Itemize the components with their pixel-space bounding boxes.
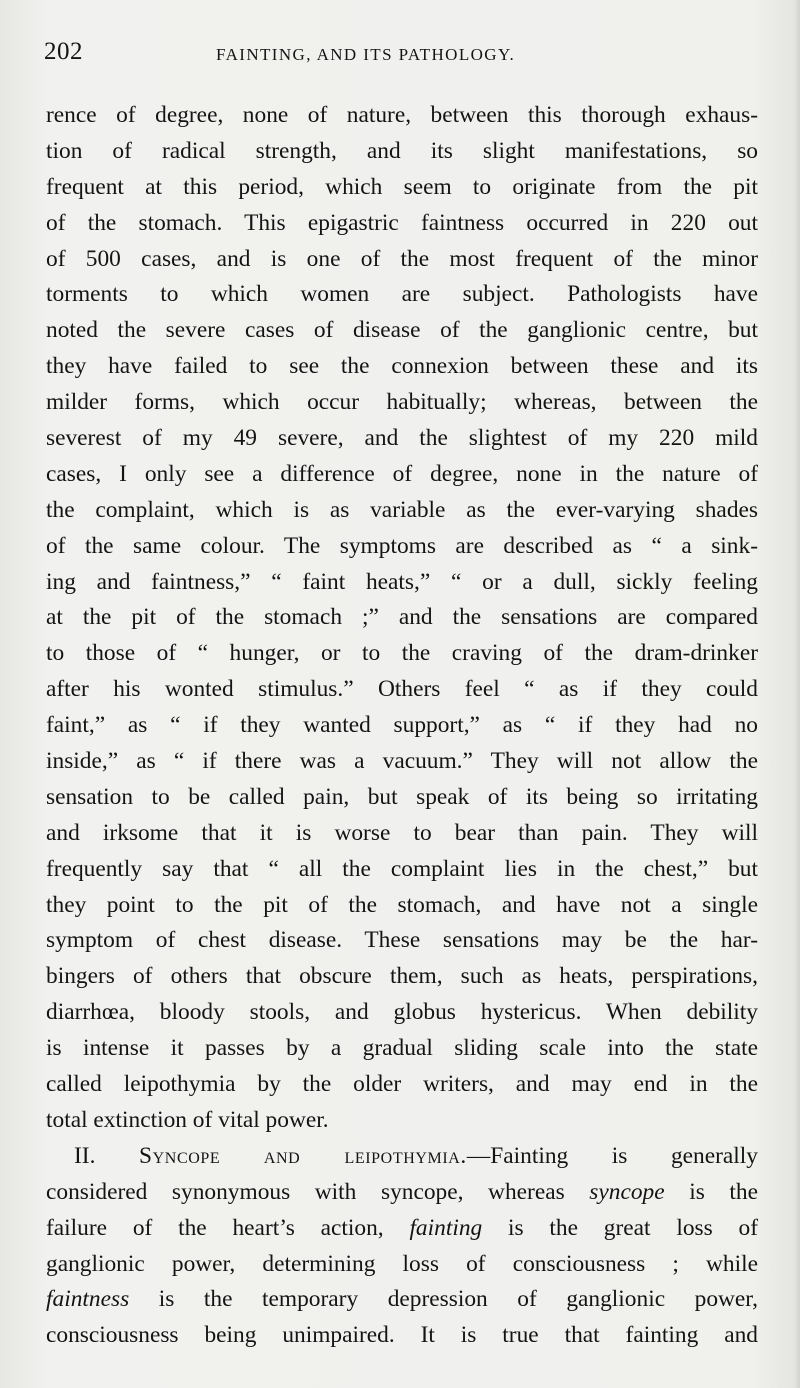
text-run: is the — [664, 1178, 758, 1205]
text-line: ganglionic power, determining loss of consciousness ; while — [46, 1250, 758, 1277]
text-line — [46, 1282, 758, 1318]
text-line: they have failed to see the connexion between these and its — [46, 353, 758, 380]
section-title-rest: and leipothymia. — [263, 1142, 467, 1169]
section-line1-rest: —Fainting is generally — [466, 1142, 758, 1169]
text-line: to those of “ hunger, or to the craving of the dram-drinker — [46, 640, 758, 667]
text-run: is the great loss of — [482, 1214, 759, 1241]
italic-term: faintness — [46, 1286, 130, 1313]
text-line: at the pit of the stomach ;” and the sensations are compared — [46, 604, 758, 631]
text-line: symptom of chest disease. These sensations may be the har- — [46, 927, 758, 954]
text-line: rence of degree, none of nature, between this thorough exhaus- — [46, 102, 758, 128]
text-line: cases, I only see a difference of degree, none in the nature of — [46, 460, 758, 487]
text-line: the complaint, which is as variable as the ever-varying shades — [46, 496, 758, 523]
section-title-syncope: Syncope — [139, 1142, 221, 1169]
text-line: bingers of others that obscure them, such as heats, perspirations, — [46, 963, 758, 990]
section-numeral: II. — [74, 1142, 96, 1169]
text-run: considered synonymous with syncope, whereas — [46, 1178, 590, 1205]
italic-term: fainting — [409, 1214, 483, 1241]
text-line: they point to the pit of the stomach, and have not a single — [46, 891, 758, 918]
text-line: of the same colour. The symptoms are described as “ a sink- — [46, 532, 758, 559]
text-line: faint,” as “ if they wanted support,” as “ if they had no — [46, 712, 758, 739]
text-run: is the temporary depression of ganglionic power, — [129, 1286, 758, 1313]
section-heading-line — [46, 1139, 758, 1175]
text-line — [46, 1211, 758, 1247]
text-line — [46, 1175, 758, 1211]
text-line: called leipothymia by the older writers, and may end in the — [46, 1071, 758, 1098]
text-line: is intense it passes by a gradual sliding scale into the state — [46, 1035, 758, 1062]
text-line: severest of my 49 severe, and the slightest of my 220 mild — [46, 425, 758, 452]
text-line: torments to which women are subject. Pathologists have — [46, 281, 758, 308]
text-line: inside,” as “ if there was a vacuum.” They will not allow the — [46, 748, 758, 775]
text-line: of 500 cases, and is one of the most frequent of the minor — [46, 245, 758, 272]
running-head: FAINTING, AND ITS PATHOLOGY. — [216, 45, 516, 64]
italic-term: syncope — [589, 1178, 665, 1205]
text-line: noted the severe cases of disease of the ganglionic centre, but — [46, 317, 758, 344]
text-line: after his wonted stimulus.” Others feel “ as if they could — [46, 676, 758, 703]
text-line: and irksome that it is worse to bear than pain. They will — [46, 819, 758, 846]
text-line: milder forms, which occur habitually; whereas, between the — [46, 389, 758, 416]
body-text — [46, 98, 758, 1354]
text-line: ing and faintness,” “ faint heats,” “ or a dull, sickly feeling — [46, 568, 758, 595]
text-line: frequently say that “ all the complaint lies in the chest,” but — [46, 855, 758, 882]
text-line: total extinction of vital power. — [46, 1106, 329, 1133]
page-header — [44, 38, 756, 80]
text-line: diarrhœa, bloody stools, and globus hystericus. When debility — [46, 999, 758, 1026]
text-line: tion of radical strength, and its slight manifestations, so — [46, 137, 758, 164]
text-run: failure of the heart’s action, — [46, 1214, 410, 1241]
text-line: consciousness being unimpaired. It is true that fainting and — [46, 1322, 758, 1349]
text-line: of the stomach. This epigastric faintness occurred in 220 out — [46, 209, 758, 236]
page-edge-shadow — [794, 0, 800, 1388]
page-number: 202 — [44, 38, 83, 65]
text-line: sensation to be called pain, but speak of its being so irritating — [46, 783, 758, 810]
text-line: frequent at this period, which seem to originate from the pit — [46, 173, 758, 200]
